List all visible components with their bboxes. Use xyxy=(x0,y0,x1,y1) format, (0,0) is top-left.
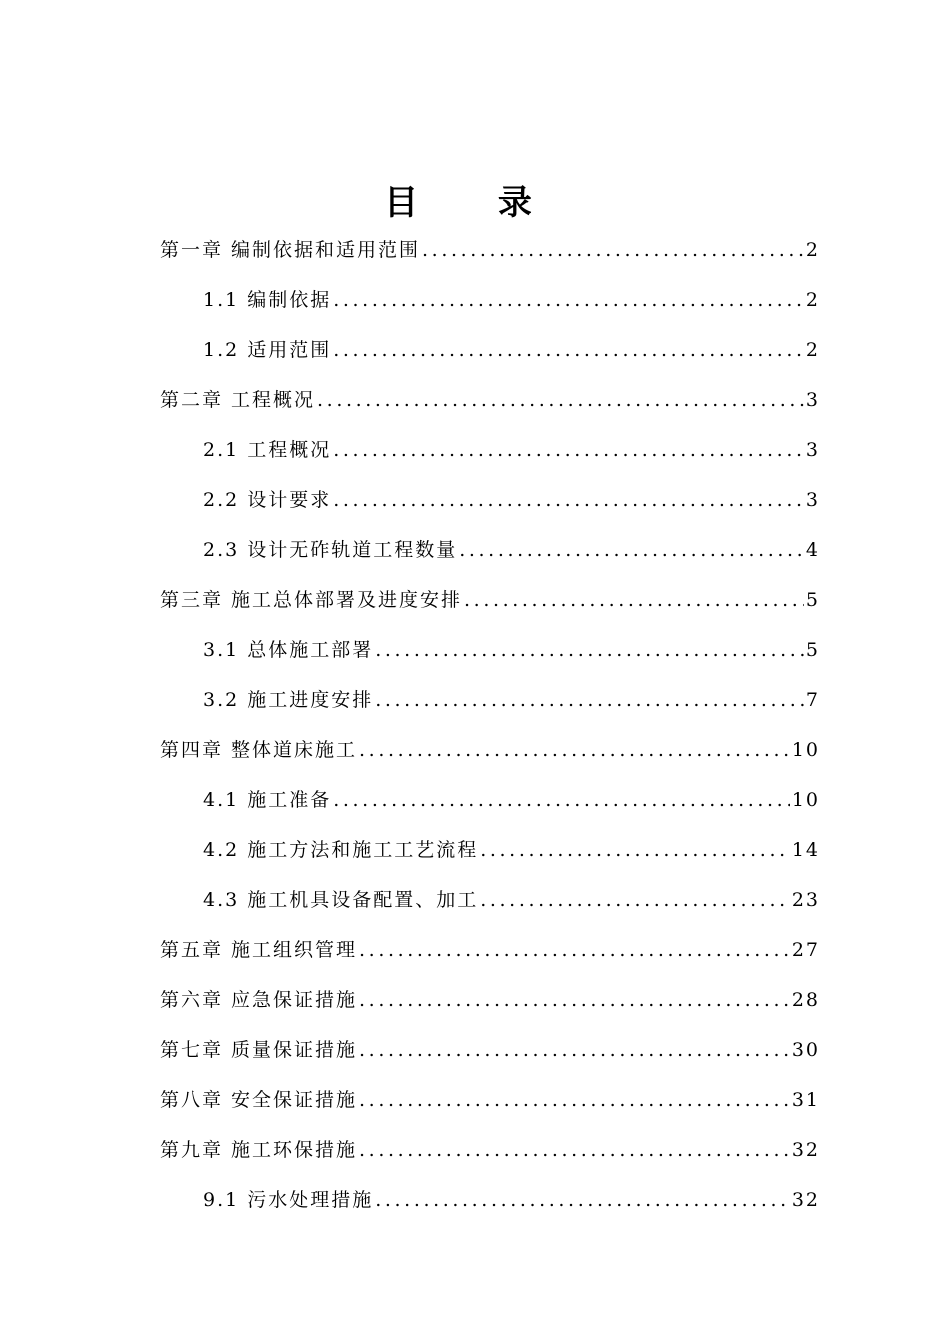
toc-entry-label: 第六章 应急保证措施 xyxy=(160,989,358,1011)
toc-entry-section-9-1[interactable] xyxy=(203,1185,820,1215)
toc-entry-page: 2 xyxy=(805,289,820,311)
toc-dot-leader xyxy=(359,735,790,765)
toc-entry-page: 2 xyxy=(805,339,820,361)
toc-dot-leader xyxy=(359,1035,790,1065)
toc-entry-page: 4 xyxy=(805,539,820,561)
toc-entry-label: 第四章 整体道床施工 xyxy=(160,739,358,761)
toc-entry-chapter-1[interactable] xyxy=(160,235,820,265)
toc-entry-label: 第八章 安全保证措施 xyxy=(160,1089,358,1111)
toc-dot-leader xyxy=(375,635,804,665)
toc-entry-page: 2 xyxy=(805,239,820,261)
toc-dot-leader xyxy=(459,535,804,565)
toc-entry-page: 32 xyxy=(791,1189,820,1211)
toc-entry-section-4-1[interactable] xyxy=(203,785,820,815)
toc-entry-section-3-1[interactable] xyxy=(203,635,820,665)
toc-entry-label: 第二章 工程概况 xyxy=(160,389,316,411)
toc-entry-page: 3 xyxy=(805,489,820,511)
toc-entry-label: 9.1 污水处理措施 xyxy=(203,1189,374,1211)
toc-dot-leader xyxy=(359,935,790,965)
toc-entry-label: 第三章 施工总体部署及进度安排 xyxy=(160,589,463,611)
toc-entry-page: 5 xyxy=(805,639,820,661)
toc-entry-label: 4.1 施工准备 xyxy=(203,789,332,811)
toc-dot-leader xyxy=(464,585,804,615)
toc-entry-chapter-4[interactable] xyxy=(160,735,820,765)
toc-entry-section-2-3[interactable] xyxy=(203,535,820,565)
toc-dot-leader xyxy=(359,1135,790,1165)
toc-entry-page: 30 xyxy=(791,1039,820,1061)
toc-entry-label: 2.1 工程概况 xyxy=(203,439,332,461)
toc-dot-leader xyxy=(375,685,804,715)
toc-entry-chapter-9[interactable] xyxy=(160,1135,820,1165)
toc-entry-page: 27 xyxy=(791,939,820,961)
toc-entry-chapter-6[interactable] xyxy=(160,985,820,1015)
toc-dot-leader xyxy=(333,285,804,315)
toc-entry-label: 4.3 施工机具设备配置、加工 xyxy=(203,889,479,911)
toc-entry-label: 4.2 施工方法和施工工艺流程 xyxy=(203,839,479,861)
toc-entry-label: 2.2 设计要求 xyxy=(203,489,332,511)
toc-entry-section-4-3[interactable] xyxy=(203,885,820,915)
toc-dot-leader xyxy=(422,235,804,265)
toc-entry-page: 31 xyxy=(791,1089,820,1111)
toc-entry-label: 1.1 编制依据 xyxy=(203,289,332,311)
toc-entry-page: 3 xyxy=(805,389,820,411)
toc-entry-section-4-2[interactable] xyxy=(203,835,820,865)
toc-entry-label: 3.1 总体施工部署 xyxy=(203,639,374,661)
toc-entry-label: 3.2 施工进度安排 xyxy=(203,689,374,711)
toc-dot-leader xyxy=(359,985,790,1015)
toc-entry-label: 第五章 施工组织管理 xyxy=(160,939,358,961)
toc-dot-leader xyxy=(333,435,804,465)
toc-entry-page: 5 xyxy=(805,589,820,611)
toc-entry-page: 28 xyxy=(791,989,820,1011)
toc-entry-page: 32 xyxy=(791,1139,820,1161)
toc-entry-page: 14 xyxy=(791,839,820,861)
toc-entry-page: 23 xyxy=(791,889,820,911)
toc-entry-section-2-2[interactable] xyxy=(203,485,820,515)
toc-entry-page: 10 xyxy=(791,739,820,761)
toc-entry-section-2-1[interactable] xyxy=(203,435,820,465)
toc-entry-label: 2.3 设计无砟轨道工程数量 xyxy=(203,539,458,561)
toc-entry-label: 第九章 施工环保措施 xyxy=(160,1139,358,1161)
toc-dot-leader xyxy=(375,1185,790,1215)
toc-entry-page: 3 xyxy=(805,439,820,461)
toc-entry-chapter-7[interactable] xyxy=(160,1035,820,1065)
toc-title: 目 录 xyxy=(384,183,566,223)
toc-entry-label: 第一章 编制依据和适用范围 xyxy=(160,239,421,261)
toc-entry-chapter-2[interactable] xyxy=(160,385,820,415)
toc-dot-leader xyxy=(480,835,790,865)
toc-dot-leader xyxy=(333,785,790,815)
toc-entry-page: 10 xyxy=(791,789,820,811)
toc-entry-section-1-2[interactable] xyxy=(203,335,820,365)
toc-dot-leader xyxy=(359,1085,790,1115)
toc-entry-section-3-2[interactable] xyxy=(203,685,820,715)
toc-dot-leader xyxy=(480,885,790,915)
toc-entry-chapter-5[interactable] xyxy=(160,935,820,965)
toc-entry-label: 1.2 适用范围 xyxy=(203,339,332,361)
toc-entry-page: 7 xyxy=(805,689,820,711)
toc-dot-leader xyxy=(333,485,804,515)
toc-entry-label: 第七章 质量保证措施 xyxy=(160,1039,358,1061)
toc-dot-leader xyxy=(333,335,804,365)
toc-entry-section-1-1[interactable] xyxy=(203,285,820,315)
toc-dot-leader xyxy=(317,385,804,415)
toc-entry-chapter-8[interactable] xyxy=(160,1085,820,1115)
toc-entry-chapter-3[interactable] xyxy=(160,585,820,615)
